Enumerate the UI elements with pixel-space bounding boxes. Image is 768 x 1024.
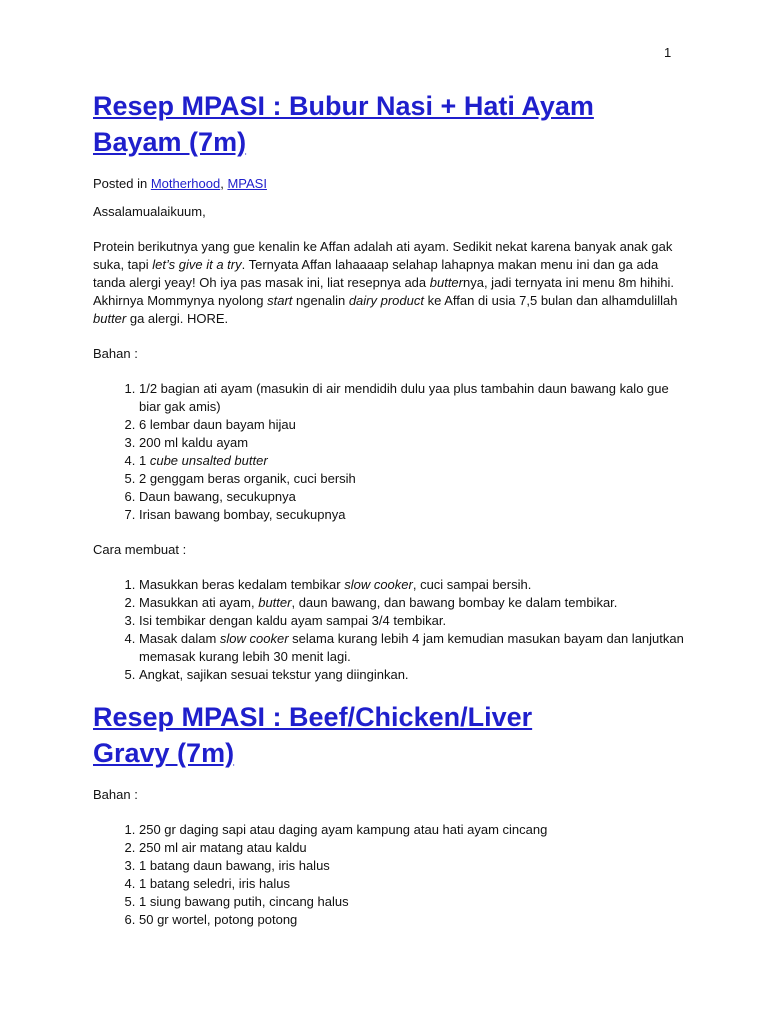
title-line-1[interactable]: Resep MPASI : Beef/Chicken/Liver: [93, 702, 533, 732]
text-run: Isi tembikar dengan kaldu ayam sampai 3/4 tembikar.: [139, 613, 447, 628]
text-run: 6 lembar daun bayam hijau: [139, 417, 296, 432]
text-run: selama kurang lebih 4 jam kemudian masukan bayam dan lanjutkan memasak kurang lebih 30 menit lagi.: [139, 631, 684, 664]
ingredients-label: Bahan :: [93, 346, 138, 361]
italic-text: slow cooker: [219, 631, 289, 646]
ingredients-list: [93, 821, 693, 929]
page-number: 1: [664, 45, 672, 60]
document-body: [93, 88, 693, 929]
greeting: Assalamualaikuum,: [93, 204, 206, 219]
text-run: ngenalin: [292, 293, 349, 308]
text-run: ke Affan di usia 7,5 bulan dan alhamdulillah: [423, 293, 678, 308]
italic-text: butter: [429, 275, 463, 290]
ingredient-item: [139, 434, 693, 452]
ingredient-item: 6. 50 gr wortel, potong potong: [139, 911, 693, 929]
ingredient-item: 1. 250 gr daging sapi atau daging ayam kampung atau hati ayam cincang: [139, 821, 693, 839]
italic-text: butter: [258, 595, 292, 610]
italic-text: dairy product: [348, 293, 424, 308]
italic-text: start: [267, 293, 293, 308]
italic-text: butter: [93, 311, 127, 326]
post-title-gravy[interactable]: [93, 699, 693, 771]
ingredient-item: [139, 416, 693, 434]
text-run: nya, jadi ternyata ini menu 8m hihihi. Akhirnya Mommynya nyolong: [93, 275, 675, 308]
text-run: 2 genggam beras organik, cuci bersih: [139, 471, 356, 486]
title-line-2[interactable]: Gravy (7m): [93, 738, 235, 768]
method-step: [139, 612, 693, 630]
text-run: Masukkan beras kedalam tembikar: [139, 577, 345, 592]
post-title-bubur-hati-ayam[interactable]: [93, 88, 693, 160]
method-label: Cara membuat :: [93, 542, 187, 557]
method-step: [139, 666, 693, 684]
text-run: Irisan bawang bombay, secukupnya: [139, 507, 346, 522]
category-link-motherhood[interactable]: Motherhood: [150, 176, 221, 191]
ingredients-list: [93, 380, 693, 524]
title-line-2[interactable]: Bayam (7m): [93, 127, 247, 157]
italic-text: cube unsalted butter: [149, 453, 268, 468]
text-run: , cuci sampai bersih.: [412, 577, 532, 592]
text-run: 1/2 bagian ati ayam (masukin di air mendidih dulu yaa plus tambahin daun bawang kalo gue biar gak amis): [139, 381, 669, 414]
italic-text: let’s give it a try: [152, 257, 242, 272]
text-run: Daun bawang, secukupnya: [139, 489, 296, 504]
ingredient-item: 4. 1 batang seledri, iris halus: [139, 875, 693, 893]
title-line-1[interactable]: Resep MPASI : Bubur Nasi + Hati Ayam: [93, 91, 594, 121]
method-step: [139, 594, 693, 612]
ingredients-label: Bahan :: [93, 787, 138, 802]
text-run: . Ternyata Affan lahaaaap selahap lahapnya makan menu ini dan ga ada tanda alergi yeay! Oh iya pas masak ini, liat resepnya ada: [93, 257, 659, 290]
intro-paragraph: [93, 238, 693, 328]
ingredient-item: [139, 488, 693, 506]
text-run: , daun bawang, dan bawang bombay ke dalam tembikar.: [291, 595, 618, 610]
post-meta: [93, 175, 693, 193]
text-run: Angkat, sajikan sesuai tekstur yang diinginkan.: [139, 667, 409, 682]
text-run: 200 ml kaldu ayam: [139, 435, 249, 450]
text-run: Protein berikutnya yang gue kenalin ke Affan adalah ati ayam. Sedikit nekat karena banyak anak gak suka, tapi: [93, 239, 673, 272]
ingredient-item: 5. 1 siung bawang putih, cincang halus: [139, 893, 693, 911]
ingredient-item: [139, 452, 693, 470]
ingredient-item: 3. 1 batang daun bawang, iris halus: [139, 857, 693, 875]
italic-text: slow cooker: [344, 577, 413, 592]
category-link-mpasi[interactable]: MPASI: [227, 176, 267, 191]
text-run: Masak dalam: [139, 631, 220, 646]
method-step: [139, 630, 693, 666]
ingredient-item: [139, 380, 693, 416]
posted-in-label: Posted in: [93, 176, 151, 191]
text-run: ga alergi. HORE.: [126, 311, 229, 326]
text-run: Masukkan ati ayam,: [139, 595, 259, 610]
method-step: [139, 576, 693, 594]
text-run: 1: [139, 453, 150, 468]
ingredient-item: 2. 250 ml air matang atau kaldu: [139, 839, 693, 857]
category-separator: ,: [220, 176, 228, 191]
ingredient-item: [139, 470, 693, 488]
method-steps-list: [93, 576, 693, 684]
ingredient-item: [139, 506, 693, 524]
